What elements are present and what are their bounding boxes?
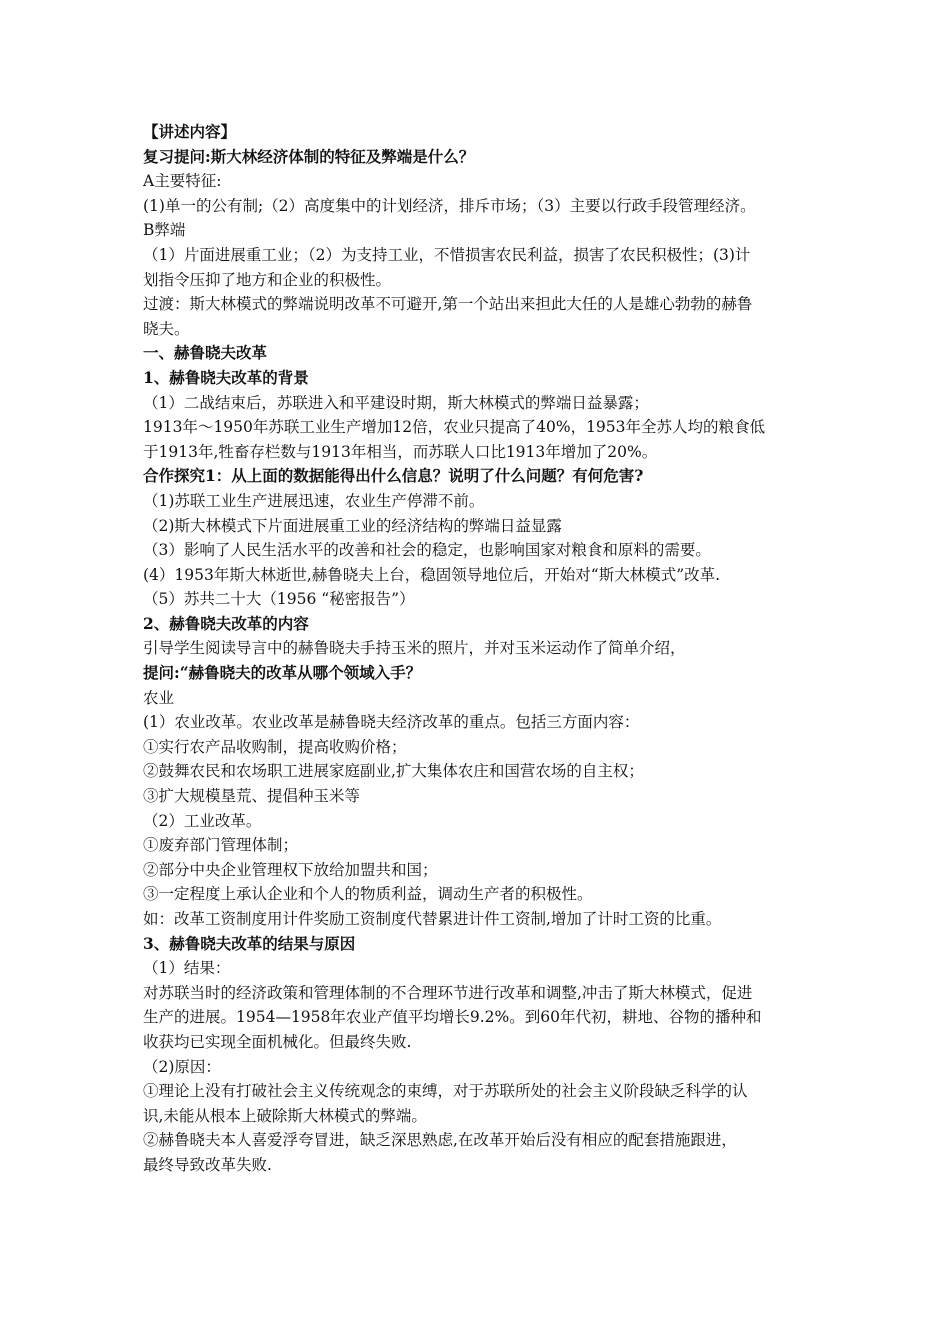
text-line: ①废弃部门管理体制； [143,836,299,855]
heading-line: 1、赫鲁晓夫改革的背景 [143,367,309,387]
text-line: （2)斯大林模式下片面进展重工业的经济结构的弊端日益显露 [143,516,562,535]
text-line: A主要特征: [143,172,222,191]
document-page [143,120,811,1178]
heading-line: 2、赫鲁晓夫改革的内容 [143,613,309,633]
heading-line: 合作探究1：从上面的数据能得出什么信息？说明了什么问题？有何危害? [143,466,644,486]
text-line: 对苏联当时的经济政策和管理体制的不合理环节进行改革和调整,冲击了斯大林模式，促进 [143,983,753,1002]
text-line: 晓夫。 [143,319,190,338]
text-line: ②部分中央企业管理权下放给加盟共和国； [143,860,438,879]
text-line: ③扩大规模垦荒、提倡种玉米等 [143,787,361,806]
text-line: 生产的进展。1954—1958年农业产值平均增长9.2%。到60年代初，耕地、谷物的播种和 [143,1008,762,1027]
text-line: 识,未能从根本上破除斯大林模式的弊端。 [143,1106,427,1125]
text-line: ②鼓舞农民和农场职工进展家庭副业,扩大集体农庄和国营农场的自主权； [143,762,644,781]
text-line: 过渡：斯大林模式的弊端说明改革不可避开,第一个站出来担此大任的人是雄心勃勃的赫鲁 [143,295,753,314]
heading-line: 【讲述内容】 [143,122,237,141]
text-line: （2)原因： [143,1057,221,1076]
heading-line: 复习提问:斯大林经济体制的特征及弊端是什么？ [143,146,475,166]
text-line: （1）结果： [143,959,231,978]
text-line: B弊端 [143,221,186,240]
text-line: (1）农业改革。农业改革是赫鲁晓夫经济改革的重点。包括三方面内容： [143,713,640,732]
text-line: （2）工业改革。 [143,811,262,830]
text-line: 最终导致改革失败. [143,1155,272,1174]
heading-line: 提问:“赫鲁晓夫的改革从哪个领域入手？ [143,663,422,683]
text-line: (4）1953年斯大林逝世,赫鲁晓夫上台，稳固领导地位后，开始对“斯大林模式”改革. [143,565,721,584]
text-line: （3）影响了人民生活水平的改善和社会的稳定，也影响国家对粮食和原料的需要。 [143,541,711,560]
text-line: (1)单一的公有制;（2）高度集中的计划经济，排斥市场；（3）主要以行政手段管理经济。 [143,196,756,215]
text-line: 引导学生阅读导言中的赫鲁晓夫手持玉米的照片，并对玉米运动作了简单介绍， [143,639,686,658]
text-line: （1）二战结束后，苏联进入和平建设时期，斯大林模式的弊端日益暴露； [143,393,649,412]
text-line: 农业 [143,688,175,707]
text-line: 于1913年,牲畜存栏数与1913年相当，而苏联人口比1913年增加了20%。 [143,442,658,461]
heading-line: 一、赫鲁晓夫改革 [143,343,268,363]
text-line: （1)苏联工业生产进展迅速，农业生产停滞不前。 [143,491,485,510]
text-line: （5）苏共二十大（1956 “秘密报告”） [143,590,415,609]
text-line: ②赫鲁晓夫本人喜爱浮夸冒进，缺乏深思熟虑,在改革开始后没有相应的配套措施跟进， [143,1131,737,1150]
heading-line: 3、赫鲁晓夫改革的结果与原因 [143,933,356,953]
text-line: 如：改革工资制度用计件奖励工资制度代替累进计件工资制,增加了计时工资的比重。 [143,910,722,928]
text-line: （1）片面进展重工业；（2）为支持工业，不惜损害农民利益，损害了农民积极性；(3)计 [143,245,751,264]
text-line: 划指令压抑了地方和企业的积极性。 [143,270,392,289]
text-line: ①理论上没有打破社会主义传统观念的束缚，对于苏联所处的社会主义阶段缺乏科学的认 [143,1082,748,1101]
text-line: 收获均已实现全面机械化。但最终失败. [143,1032,412,1051]
text-line: 1913年～1950年苏联工业生产增加12倍，农业只提高了40%，1953年全苏人均的粮食低 [143,418,766,437]
text-line: ③一定程度上承认企业和个人的物质利益，调动生产者的积极性。 [143,885,593,904]
text-line: ①实行农产品收购制，提高收购价格； [143,737,407,756]
